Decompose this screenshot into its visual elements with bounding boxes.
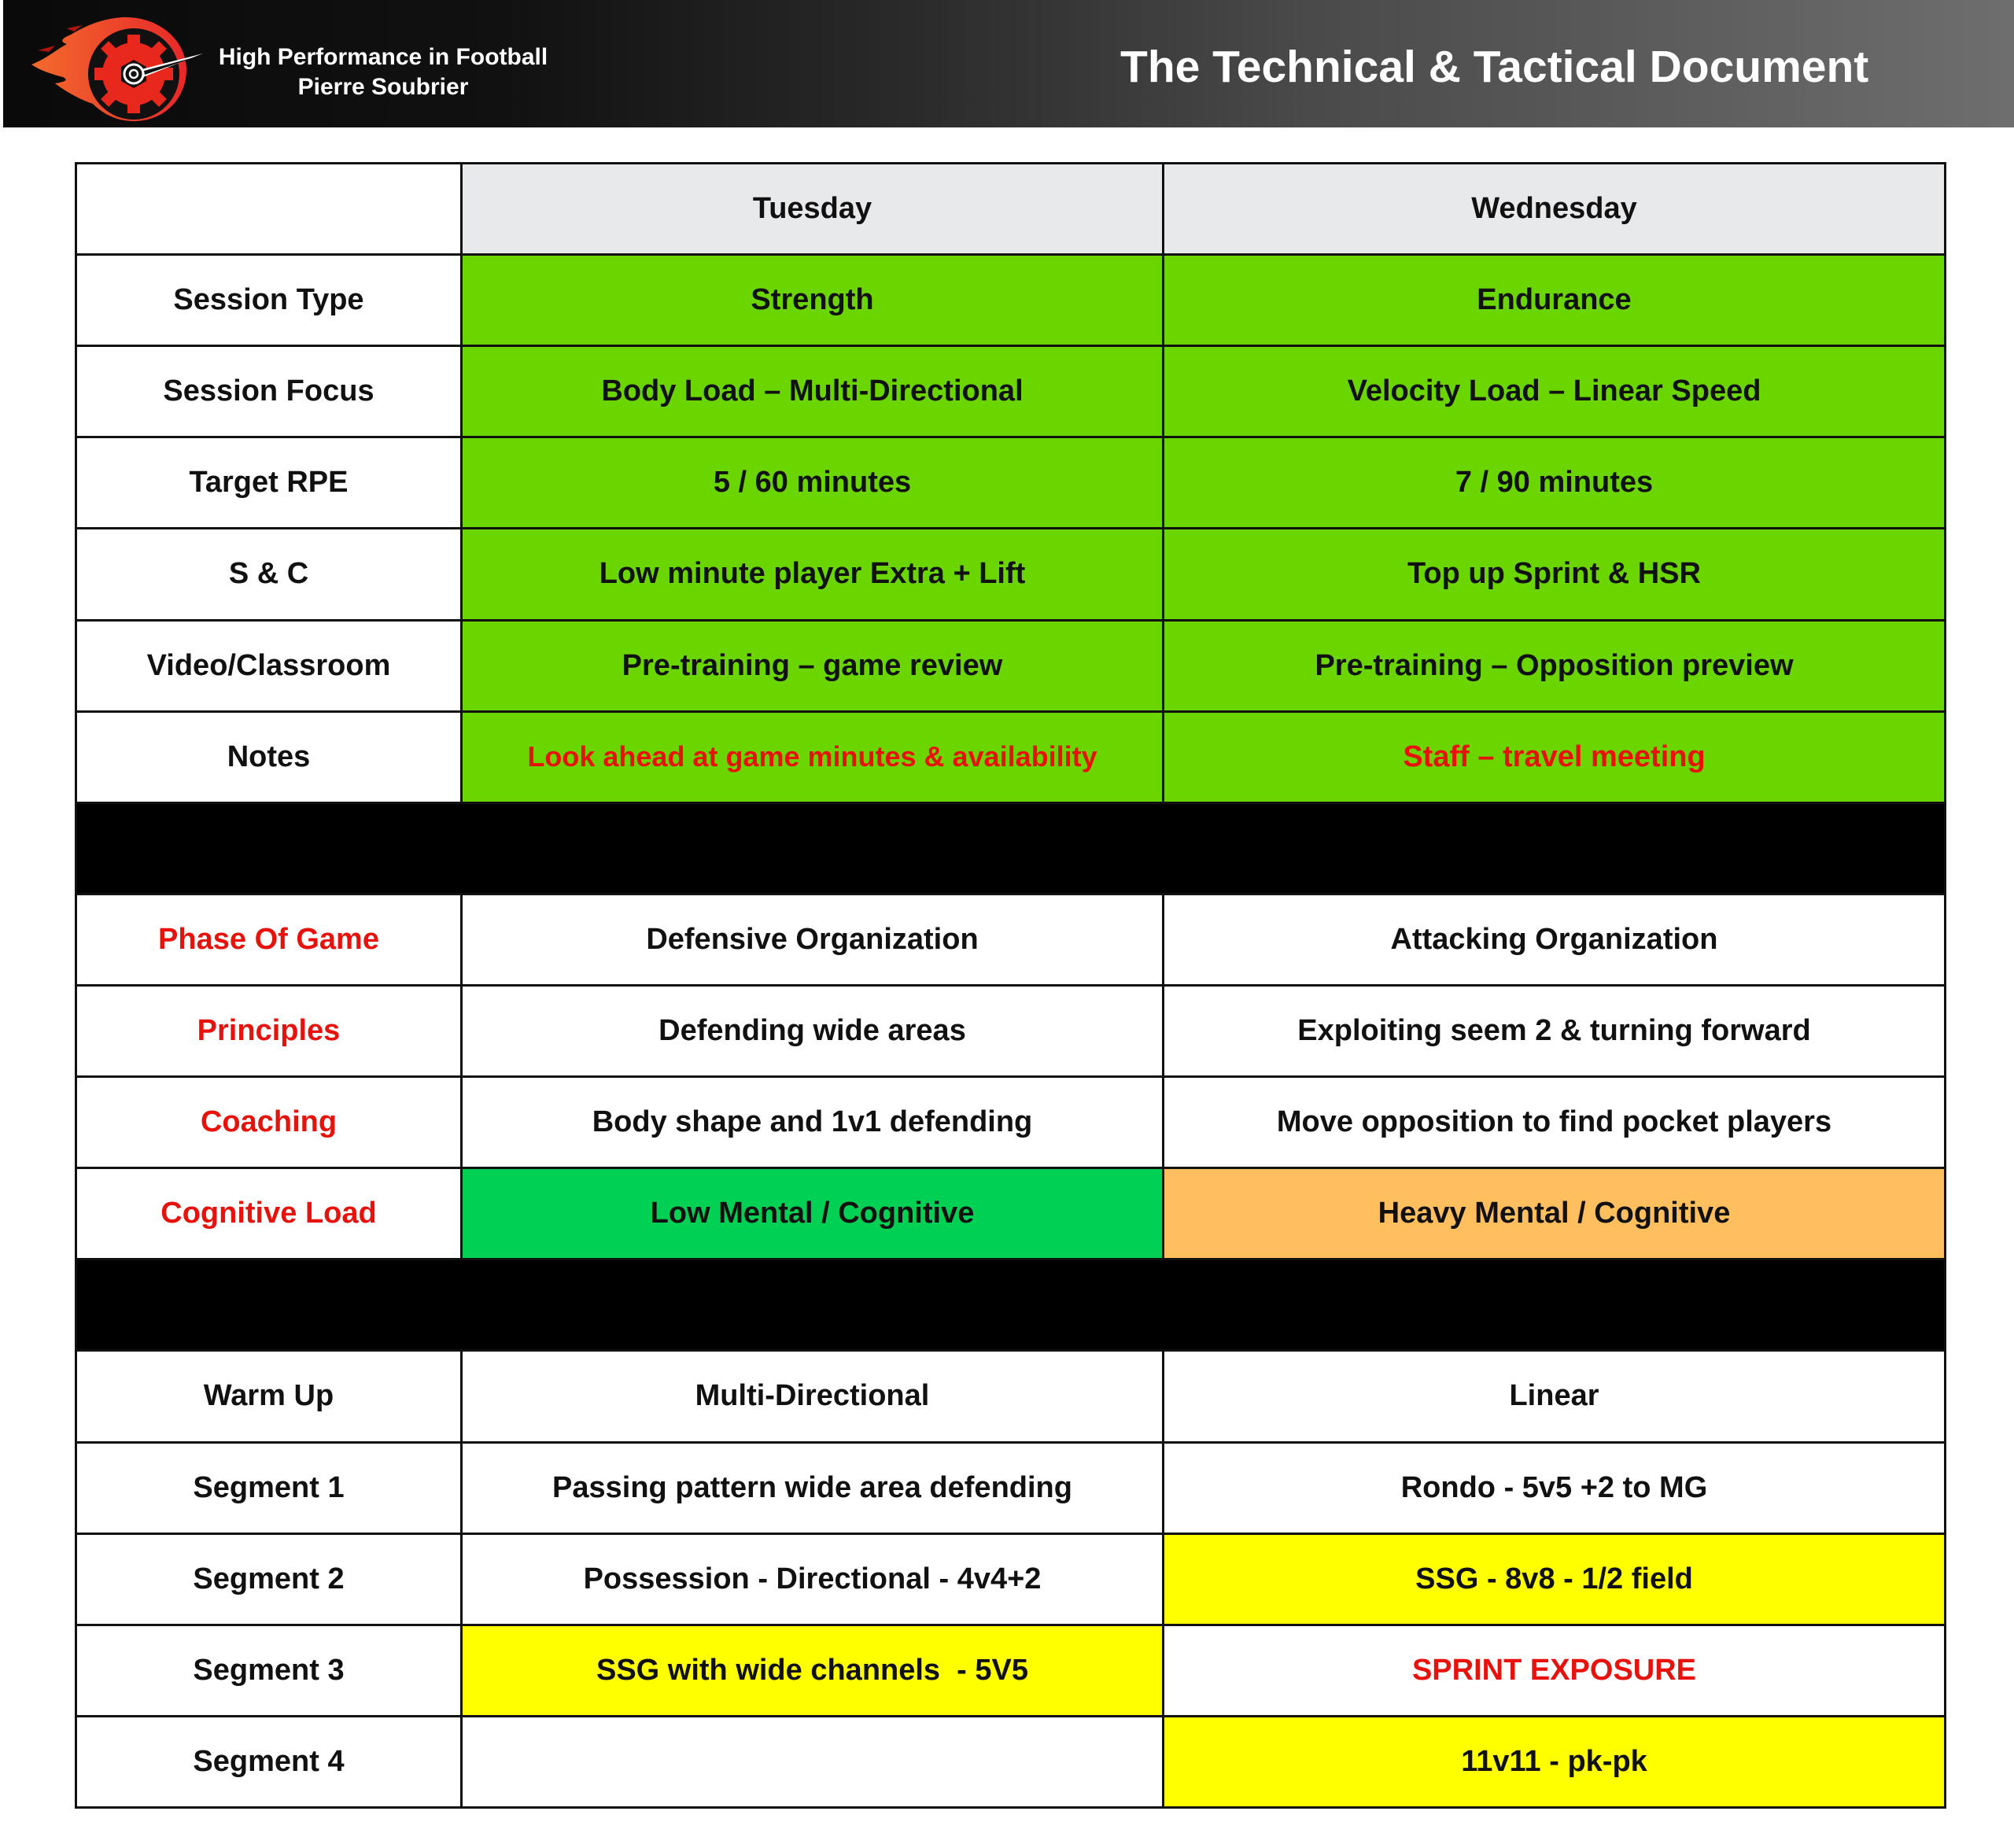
weekly-plan-table <box>75 162 1946 1809</box>
row-label-segment-4: Segment 4 <box>77 1717 460 1806</box>
wednesday-segment-1: Rondo - 5v5 +2 to MG <box>1164 1444 1944 1533</box>
tuesday-segment-3: SSG with wide channels - 5V5 <box>463 1626 1162 1715</box>
row-label-principles: Principles <box>77 987 460 1075</box>
row-label-warm-up: Warm Up <box>77 1352 460 1440</box>
row-label-session-type: Session Type <box>77 256 460 345</box>
brand-name <box>214 42 552 102</box>
document-header <box>3 0 2014 127</box>
wednesday-phase-of-game: Attacking Organization <box>1164 895 1944 984</box>
tuesday-principles: Defending wide areas <box>463 987 1162 1075</box>
corner-cell <box>77 164 460 253</box>
row-label-target-rpe: Target RPE <box>77 438 460 527</box>
wednesday-segment-2: SSG - 8v8 - 1/2 field <box>1164 1535 1944 1624</box>
row-label-phase-of-game: Phase Of Game <box>77 895 460 984</box>
brand-line-1: High Performance in Football <box>218 44 548 70</box>
column-header-tuesday: Tuesday <box>463 164 1162 253</box>
row-label-segment-2: Segment 2 <box>77 1535 460 1624</box>
tuesday-segment-1: Passing pattern wide area defending <box>463 1444 1162 1533</box>
column-header-wednesday: Wednesday <box>1164 164 1944 253</box>
wednesday-s-and-c: Top up Sprint & HSR <box>1164 529 1944 618</box>
document-title: The Technical & Tactical Document <box>1120 42 1869 92</box>
row-label-session-focus: Session Focus <box>77 347 460 436</box>
wednesday-coaching: Move opposition to find pocket players <box>1164 1078 1944 1167</box>
tuesday-notes: Look ahead at game minutes & availability <box>463 713 1162 802</box>
wednesday-session-type: Endurance <box>1164 256 1944 345</box>
row-label-video-classroom: Video/Classroom <box>77 622 460 710</box>
tuesday-phase-of-game: Defensive Organization <box>463 895 1162 984</box>
wednesday-notes: Staff – travel meeting <box>1164 713 1944 802</box>
wednesday-principles: Exploiting seem 2 & turning forward <box>1164 987 1944 1075</box>
row-label-segment-3: Segment 3 <box>77 1626 460 1715</box>
flaming-gear-logo-icon <box>24 11 205 125</box>
wednesday-segment-4: 11v11 - pk-pk <box>1164 1717 1944 1806</box>
wednesday-segment-3: SPRINT EXPOSURE <box>1164 1626 1944 1715</box>
wednesday-warm-up: Linear <box>1164 1352 1944 1440</box>
wednesday-target-rpe: 7 / 90 minutes <box>1164 438 1944 527</box>
wednesday-video-classroom: Pre-training – Opposition preview <box>1164 622 1944 710</box>
brand-line-2: Pierre Soubrier <box>297 74 469 100</box>
tuesday-target-rpe: 5 / 60 minutes <box>463 438 1162 527</box>
row-label-notes: Notes <box>77 713 460 802</box>
row-label-coaching: Coaching <box>77 1078 460 1167</box>
wednesday-cognitive-load: Heavy Mental / Cognitive <box>1164 1169 1944 1258</box>
tuesday-session-type: Strength <box>463 256 1162 345</box>
tuesday-warm-up: Multi-Directional <box>463 1352 1162 1440</box>
tuesday-coaching: Body shape and 1v1 defending <box>463 1078 1162 1167</box>
row-label-s-and-c: S & C <box>77 529 460 618</box>
tuesday-video-classroom: Pre-training – game review <box>463 622 1162 710</box>
tuesday-session-focus: Body Load – Multi-Directional <box>463 347 1162 436</box>
row-label-cognitive-load: Cognitive Load <box>77 1169 460 1258</box>
section-divider-1 <box>77 804 1944 893</box>
row-label-segment-1: Segment 1 <box>77 1444 460 1533</box>
tuesday-segment-2: Possession - Directional - 4v4+2 <box>463 1535 1162 1624</box>
tuesday-segment-4 <box>463 1717 1162 1806</box>
wednesday-session-focus: Velocity Load – Linear Speed <box>1164 347 1944 436</box>
tuesday-s-and-c: Low minute player Extra + Lift <box>463 529 1162 618</box>
section-divider-2 <box>77 1260 1944 1349</box>
tuesday-cognitive-load: Low Mental / Cognitive <box>463 1169 1162 1258</box>
